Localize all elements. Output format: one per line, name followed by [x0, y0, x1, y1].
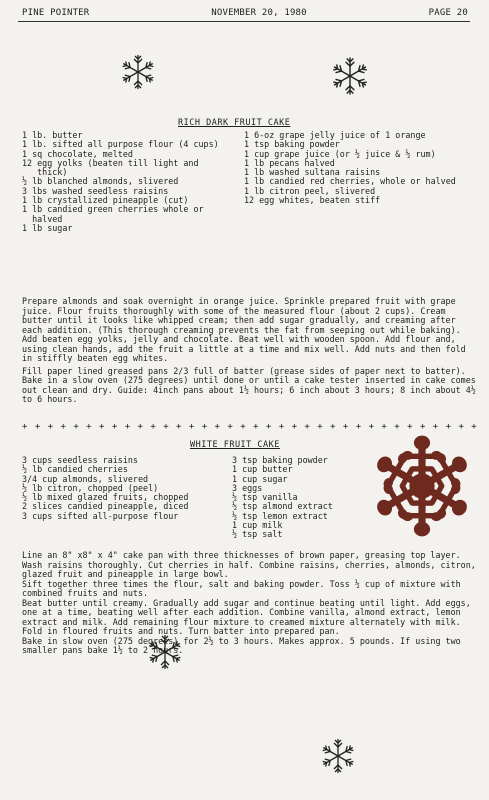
white-cake-direction-3: Beat butter until creamy. Gradually add sugar and continue beating until light. Add eggs, one at a time, beating well after each addition. Combine vanilla, almond extract, lemon extract and milk. Add remaining flour mixture to creamed mixture alternately with milk. Fold in floured fruits and nuts. Turn batter into prepared pan. [22, 597, 471, 636]
ingredient-text: tsp lemon extract [242, 510, 328, 521]
ingredient-item [232, 530, 367, 539]
ingredient-quantity: ½ [22, 464, 33, 475]
ingredient-quantity: 1 [244, 176, 255, 187]
rich-cake-direction-2: Fill paper lined greased pans 2/3 full of batter (grease sides of paper next to batter). Bake in a slow oven (275 degrees) until done or until a cake tester inserted in cake comes out clean and dry. Guide: 4inch pans about 1½ hours; 6 inch about 3 hours; 8 inch about 4½ to 6 hours. [22, 365, 476, 404]
ingredient-quantity: 3 [232, 482, 243, 493]
ingredient-quantity: 1 [244, 148, 255, 159]
snowflake-icon [328, 52, 372, 100]
ingredient-quantity: 3/4 [22, 473, 43, 484]
ingredient-text: lb candied green cherries whole or halved [32, 204, 204, 224]
ingredient-text: lb crystallized pineapple (cut) [32, 195, 189, 206]
ingredient-text: lb mixed glazed fruits, chopped [32, 492, 189, 503]
ingredient-item [22, 205, 232, 224]
ingredient-text: lb candied cherries [32, 464, 128, 475]
ingredient-text: cup sugar [242, 473, 288, 484]
ingredient-quantity: ½ [232, 529, 243, 540]
rich-cake-ingredients-left [22, 131, 232, 233]
rich-cake-title: RICH DARK FRUIT CAKE [178, 118, 291, 128]
ingredient-quantity: 12 [244, 195, 260, 206]
rich-cake-direction-1: Prepare almonds and soak overnight in orange juice. Sprinkle prepared fruit with grape juice. Flour fruits thoroughly with some of the measured flour (about 2 cups). Cream butter until it looks like whipped cream; then add sugar gradually, and creaming after each addition. (This thorough creaming prevents the fat from seeping out while baking). Add beaten egg yolks, jelly and chocolate. Beat well with wooden spoon. Add flour and, using clean hands, add the fruit a little at a time and mix well. Add nuts and then fold in stiffly beaten egg whites. [22, 296, 466, 363]
ingredient-quantity: 1 [232, 520, 243, 531]
white-cake-directions [22, 551, 478, 656]
ingredient-quantity: 1 [244, 157, 255, 168]
ingredient-text: lb. sifted all purpose flour (4 cups) [32, 139, 219, 150]
ingredient-text: lb sugar [32, 222, 73, 233]
white-cake-direction-1: Line an 8" x8" x 4" cake pan with three thicknesses of brown paper, greasing top layer. Wash raisins thoroughly. Cut cherries in half. Combine raisins, cherries, almonds, citron, glazed fruit and pineapple in large bowl. [22, 550, 476, 579]
ingredient-text: eggs [242, 482, 263, 493]
ingredient-quantity: ½ [22, 492, 33, 503]
page-number: PAGE 20 [428, 8, 468, 18]
ingredient-text: egg whites, beaten stiff [259, 195, 381, 206]
ingredient-quantity: ½ [22, 482, 33, 493]
section-divider: + + + + + + + + + + + + + + + + + + + + + + + + + + + + + + + + + + + + [22, 422, 478, 432]
ingredient-text: cups sifted all-purpose flour [32, 510, 179, 521]
ingredient-text: egg yolks (beaten till light and thick) [37, 157, 199, 178]
ingredient-item [244, 196, 476, 205]
ingredient-text: lb citron, chopped (peel) [32, 482, 159, 493]
ingredient-text: 6-oz grape jelly juice of 1 orange [254, 130, 426, 140]
ingredient-item [22, 512, 222, 521]
ingredient-quantity: 3 [22, 185, 33, 196]
ingredient-quantity: 12 [22, 157, 38, 168]
ingredient-text: lbs washed seedless raisins [32, 185, 169, 196]
white-cake-title: WHITE FRUIT CAKE [190, 440, 280, 450]
ingredient-quantity: 2 [22, 501, 33, 512]
ingredient-quantity: 1 [244, 185, 255, 196]
ingredient-quantity: 1 [232, 464, 243, 475]
ingredient-quantity: 3 [232, 455, 243, 465]
ingredient-text: cup butter [242, 464, 293, 475]
ingredient-quantity: ½ [232, 492, 243, 503]
white-cake-direction-2: Sift together three times the flour, salt and baking powder. Toss ½ cup of mixture with combined fruits and nuts. [22, 578, 461, 598]
ingredient-quantity: 3 [22, 510, 33, 521]
ingredient-quantity: 1 [22, 148, 33, 159]
header-rule [18, 21, 470, 22]
ingredient-item [22, 224, 232, 233]
ingredient-text: sq chocolate, melted [32, 148, 133, 159]
white-cake-ingredients-right [232, 456, 367, 540]
ingredient-quantity: ½ [232, 510, 243, 521]
ingredient-text: cup almonds, slivered [42, 473, 149, 484]
ingredient-text: lb blanched almonds, slivered [32, 176, 179, 187]
ingredient-quantity: 1 [244, 139, 255, 150]
snowflake-icon [118, 52, 158, 92]
page-header [22, 8, 468, 18]
ingredient-quantity: ½ [232, 501, 243, 512]
ingredient-text: cups seedless raisins [32, 455, 138, 465]
ingredient-text: tsp salt [242, 529, 283, 540]
snowflake-icon [368, 432, 476, 540]
ingredient-text: lb. butter [32, 130, 83, 140]
white-cake-ingredients-left [22, 456, 222, 521]
ingredient-quantity: 1 [244, 130, 255, 140]
issue-date: NOVEMBER 20, 1980 [211, 8, 307, 18]
ingredient-item [22, 159, 232, 178]
ingredient-text: lb pecans halved [254, 157, 335, 168]
ingredient-quantity: 1 [244, 167, 255, 178]
ingredient-text: cup grape juice (or ½ juice & ½ rum) [254, 148, 436, 159]
ingredient-quantity: ½ [22, 176, 33, 187]
publication-name: PINE POINTER [22, 8, 90, 18]
ingredient-quantity: 1 [22, 130, 33, 140]
ingredient-text: lb candied red cherries, whole or halved [254, 176, 456, 187]
rich-cake-ingredients-right [244, 131, 476, 205]
rich-cake-directions [22, 297, 478, 405]
ingredient-quantity: 3 [22, 455, 33, 465]
ingredient-quantity: 1 [22, 139, 33, 150]
ingredient-text: tsp vanilla [242, 492, 298, 503]
ingredient-quantity: 1 [22, 204, 33, 215]
ingredient-text: slices candied pineapple, diced [32, 501, 189, 512]
ingredient-quantity: 1 [232, 473, 243, 484]
ingredient-text: cup milk [242, 520, 283, 531]
ingredient-text: tsp baking powder [242, 455, 328, 465]
ingredient-quantity: 1 [22, 222, 33, 233]
ingredient-quantity: 1 [22, 195, 33, 206]
ingredient-text: lb washed sultana raisins [254, 167, 381, 178]
snowflake-icon [318, 736, 358, 776]
white-cake-direction-4: Bake in slow oven (275 degrees) for 2½ to 3 hours. Makes approx. 5 pounds. If using two smaller pans bake 1½ to 2 hours. [22, 635, 461, 655]
ingredient-text: tsp baking powder [254, 139, 340, 150]
ingredient-text: lb citron peel, slivered [254, 185, 376, 196]
ingredient-text: tsp almond extract [242, 501, 333, 512]
